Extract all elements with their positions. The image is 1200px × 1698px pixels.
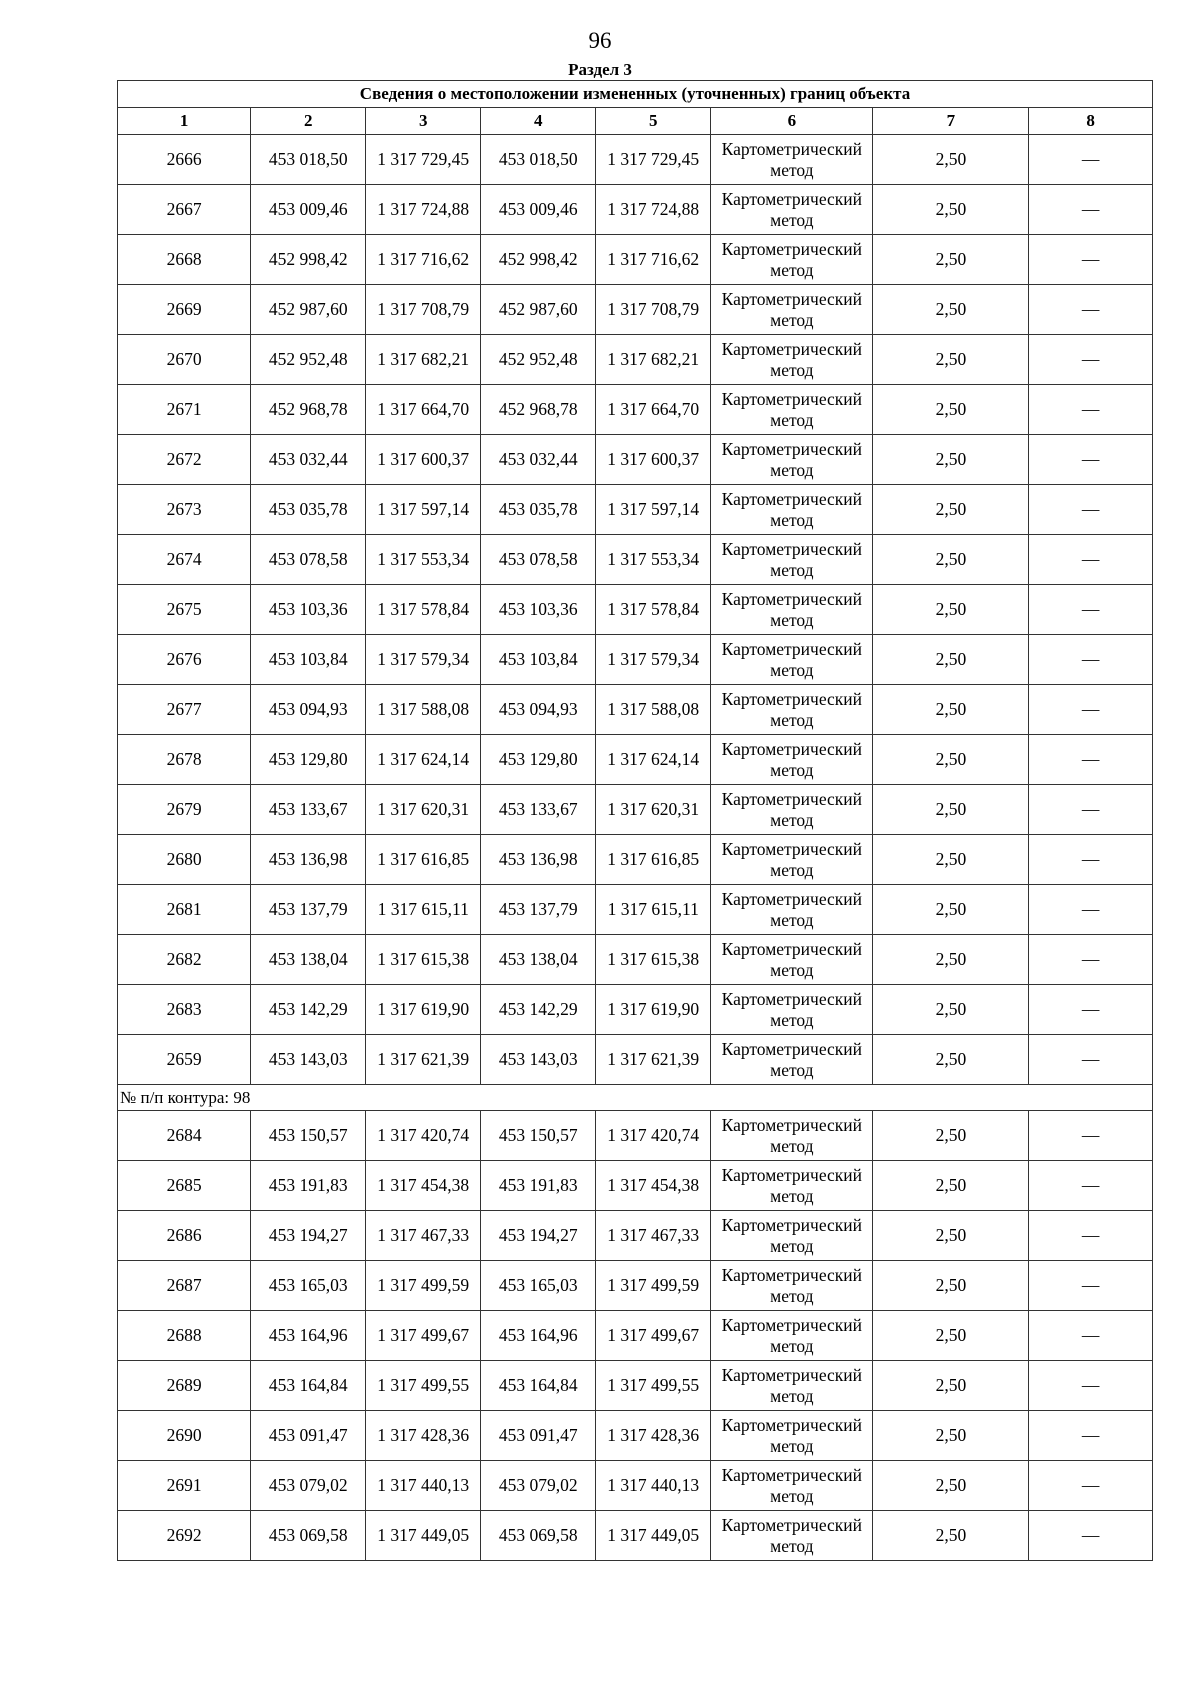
table-cell: 2670: [118, 335, 251, 385]
table-row: [118, 235, 1153, 285]
table-cell: 452 952,48: [481, 335, 596, 385]
table-cell: 1 317 420,74: [366, 1111, 481, 1161]
table-cell: 1 317 553,34: [596, 535, 711, 585]
table-row: [118, 535, 1153, 585]
table-cell: 453 094,93: [251, 685, 366, 735]
table-cell: Картометрический метод: [711, 535, 873, 585]
table-cell: 2675: [118, 585, 251, 635]
table-row: [118, 285, 1153, 335]
table-cell: 453 137,79: [251, 885, 366, 935]
table-cell: 2692: [118, 1511, 251, 1561]
table-cell: 2,50: [873, 835, 1029, 885]
table-cell: Картометрический метод: [711, 385, 873, 435]
table-cell: 2667: [118, 185, 251, 235]
table-cell: —: [1029, 635, 1153, 685]
table-cell: 1 317 664,70: [596, 385, 711, 435]
table-cell: 2,50: [873, 335, 1029, 385]
table-cell: —: [1029, 735, 1153, 785]
table-cell: 2682: [118, 935, 251, 985]
table-row: [118, 1311, 1153, 1361]
table-row: [118, 1361, 1153, 1411]
table-cell: 453 142,29: [481, 985, 596, 1035]
table-cell: —: [1029, 135, 1153, 185]
table-cell: 1 317 716,62: [596, 235, 711, 285]
table-cell: 453 194,27: [251, 1211, 366, 1261]
table-cell: 453 032,44: [481, 435, 596, 485]
table-cell: 2,50: [873, 1411, 1029, 1461]
table-cell: 2,50: [873, 585, 1029, 635]
table-cell: 1 317 454,38: [366, 1161, 481, 1211]
table-cell: 2671: [118, 385, 251, 435]
table-cell: 1 317 619,90: [366, 985, 481, 1035]
table-cell: 1 317 440,13: [366, 1461, 481, 1511]
table-cell: —: [1029, 685, 1153, 735]
contour-group-2: [118, 1111, 1153, 1561]
table-cell: 2,50: [873, 1111, 1029, 1161]
column-number: 2: [251, 108, 366, 135]
table-cell: 1 317 615,38: [596, 935, 711, 985]
table-cell: —: [1029, 485, 1153, 535]
table-cell: 453 129,80: [481, 735, 596, 785]
table-cell: 1 317 716,62: [366, 235, 481, 285]
table-cell: 1 317 420,74: [596, 1111, 711, 1161]
table-cell: Картометрический метод: [711, 1411, 873, 1461]
table-cell: 453 091,47: [251, 1411, 366, 1461]
table-cell: 1 317 682,21: [596, 335, 711, 385]
table-row: [118, 1035, 1153, 1085]
table-cell: 1 317 620,31: [366, 785, 481, 835]
table-cell: 453 164,84: [251, 1361, 366, 1411]
table-cell: 1 317 579,34: [596, 635, 711, 685]
table-cell: 453 136,98: [481, 835, 596, 885]
table-cell: Картометрический метод: [711, 1511, 873, 1561]
table-cell: 1 317 579,34: [366, 635, 481, 685]
column-number: 5: [596, 108, 711, 135]
table-cell: 1 317 428,36: [366, 1411, 481, 1461]
table-cell: 1 317 615,11: [366, 885, 481, 935]
table-cell: 1 317 616,85: [596, 835, 711, 885]
table-cell: —: [1029, 985, 1153, 1035]
table-cell: —: [1029, 1111, 1153, 1161]
table-cell: 453 164,84: [481, 1361, 596, 1411]
table-cell: —: [1029, 1211, 1153, 1261]
table-cell: 2,50: [873, 1161, 1029, 1211]
table-cell: 2669: [118, 285, 251, 335]
table-cell: 2684: [118, 1111, 251, 1161]
page-number: 96: [588, 28, 612, 53]
table-cell: 453 129,80: [251, 735, 366, 785]
table-cell: 1 317 440,13: [596, 1461, 711, 1511]
column-number: 6: [711, 108, 873, 135]
table-cell: 453 018,50: [481, 135, 596, 185]
table-cell: 1 317 499,67: [366, 1311, 481, 1361]
table-cell: 2687: [118, 1261, 251, 1311]
table-cell: 453 035,78: [481, 485, 596, 535]
table-cell: 453 103,36: [481, 585, 596, 635]
table-cell: Картометрический метод: [711, 185, 873, 235]
table-cell: 1 317 624,14: [596, 735, 711, 785]
table-cell: —: [1029, 1261, 1153, 1311]
table-cell: 2676: [118, 635, 251, 685]
table-cell: 1 317 454,38: [596, 1161, 711, 1211]
table-cell: 2689: [118, 1361, 251, 1411]
table-cell: 2668: [118, 235, 251, 285]
table-cell: 1 317 588,08: [596, 685, 711, 735]
table-row: [118, 1161, 1153, 1211]
table-cell: —: [1029, 185, 1153, 235]
table-cell: 1 317 449,05: [596, 1511, 711, 1561]
table-cell: —: [1029, 535, 1153, 585]
table-row: [118, 885, 1153, 935]
table-cell: 2674: [118, 535, 251, 585]
table-cell: 2,50: [873, 885, 1029, 935]
table-cell: 1 317 449,05: [366, 1511, 481, 1561]
table-cell: 2686: [118, 1211, 251, 1261]
table-row: [118, 735, 1153, 785]
table-cell: 453 035,78: [251, 485, 366, 535]
table-cell: Картометрический метод: [711, 585, 873, 635]
table-cell: 1 317 499,55: [366, 1361, 481, 1411]
table-cell: Картометрический метод: [711, 335, 873, 385]
table-cell: —: [1029, 885, 1153, 935]
table-cell: Картометрический метод: [711, 1161, 873, 1211]
table-row: [118, 685, 1153, 735]
table-cell: 453 138,04: [481, 935, 596, 985]
table-cell: 2679: [118, 785, 251, 835]
table-cell: 1 317 724,88: [366, 185, 481, 235]
table-cell: 2,50: [873, 185, 1029, 235]
table-cell: 2690: [118, 1411, 251, 1461]
table-cell: Картометрический метод: [711, 1461, 873, 1511]
table-cell: 1 317 708,79: [366, 285, 481, 335]
table-cell: 1 317 729,45: [366, 135, 481, 185]
table-cell: 1 317 621,39: [366, 1035, 481, 1085]
table-cell: 452 998,42: [481, 235, 596, 285]
table-cell: —: [1029, 435, 1153, 485]
table-cell: 453 009,46: [481, 185, 596, 235]
table-cell: 452 952,48: [251, 335, 366, 385]
contour-group-1: [118, 135, 1153, 1085]
table-cell: 453 136,98: [251, 835, 366, 885]
table-cell: Картометрический метод: [711, 135, 873, 185]
table-cell: 1 317 619,90: [596, 985, 711, 1035]
table-cell: 1 317 578,84: [596, 585, 711, 635]
table-cell: 1 317 729,45: [596, 135, 711, 185]
table-cell: 453 079,02: [251, 1461, 366, 1511]
table-cell: 453 194,27: [481, 1211, 596, 1261]
table-row: [118, 185, 1153, 235]
table-cell: 1 317 553,34: [366, 535, 481, 585]
table-row: [118, 385, 1153, 435]
table-cell: 453 191,83: [481, 1161, 596, 1211]
table-row: [118, 635, 1153, 685]
table-cell: 1 317 621,39: [596, 1035, 711, 1085]
table-cell: 453 165,03: [481, 1261, 596, 1311]
table-cell: 2680: [118, 835, 251, 885]
section-title: Раздел 3: [568, 60, 632, 79]
table-cell: 453 143,03: [251, 1035, 366, 1085]
table-cell: 1 317 615,38: [366, 935, 481, 985]
column-number: 4: [481, 108, 596, 135]
table-cell: 1 317 499,59: [366, 1261, 481, 1311]
table-cell: —: [1029, 1161, 1153, 1211]
table-cell: 2683: [118, 985, 251, 1035]
table-row: [118, 985, 1153, 1035]
table-cell: Картометрический метод: [711, 485, 873, 535]
table-cell: 453 078,58: [481, 535, 596, 585]
table-cell: 453 079,02: [481, 1461, 596, 1511]
table-cell: —: [1029, 1461, 1153, 1511]
table-cell: 2681: [118, 885, 251, 935]
table-cell: —: [1029, 1311, 1153, 1361]
table-cell: 453 103,36: [251, 585, 366, 635]
table-cell: 453 094,93: [481, 685, 596, 735]
table-row: [118, 785, 1153, 835]
contour-label-row: [118, 1085, 1153, 1111]
table-cell: 453 137,79: [481, 885, 596, 935]
table-cell: —: [1029, 1511, 1153, 1561]
table-cell: 452 968,78: [251, 385, 366, 435]
table-row: [118, 335, 1153, 385]
table-cell: 453 191,83: [251, 1161, 366, 1211]
table-cell: 452 998,42: [251, 235, 366, 285]
table-row: [118, 935, 1153, 985]
table-cell: Картометрический метод: [711, 685, 873, 735]
table-cell: 453 164,96: [481, 1311, 596, 1361]
table-cell: 453 150,57: [481, 1111, 596, 1161]
table-cell: 2659: [118, 1035, 251, 1085]
table-row: [118, 1261, 1153, 1311]
table-cell: 1 317 467,33: [366, 1211, 481, 1261]
table-cell: Картометрический метод: [711, 1211, 873, 1261]
table-cell: 2,50: [873, 985, 1029, 1035]
table-cell: 452 987,60: [481, 285, 596, 335]
table-cell: 452 968,78: [481, 385, 596, 435]
contour-label: № п/п контура: 98: [118, 1085, 1153, 1111]
table-cell: 1 317 499,55: [596, 1361, 711, 1411]
table-cell: 453 150,57: [251, 1111, 366, 1161]
table-row: [118, 1211, 1153, 1261]
column-number: 7: [873, 108, 1029, 135]
table-cell: —: [1029, 585, 1153, 635]
table-cell: 2678: [118, 735, 251, 785]
table-cell: 1 317 597,14: [366, 485, 481, 535]
table-cell: Картометрический метод: [711, 835, 873, 885]
table-cell: 2,50: [873, 135, 1029, 185]
table-cell: 1 317 616,85: [366, 835, 481, 885]
table-cell: 2,50: [873, 735, 1029, 785]
table-cell: 2,50: [873, 1211, 1029, 1261]
table-row: [118, 585, 1153, 635]
table-cell: 1 317 620,31: [596, 785, 711, 835]
table-cell: 1 317 428,36: [596, 1411, 711, 1461]
table-cell: 2,50: [873, 1511, 1029, 1561]
table-cell: 453 009,46: [251, 185, 366, 235]
table-cell: 2,50: [873, 635, 1029, 685]
table-cell: Картометрический метод: [711, 235, 873, 285]
table-row: [118, 435, 1153, 485]
table-cell: —: [1029, 935, 1153, 985]
table-cell: 1 317 499,67: [596, 1311, 711, 1361]
column-number: 1: [118, 108, 251, 135]
table-cell: —: [1029, 785, 1153, 835]
table-row: [118, 1461, 1153, 1511]
column-number: 8: [1029, 108, 1153, 135]
table-cell: —: [1029, 835, 1153, 885]
table-cell: 2,50: [873, 285, 1029, 335]
table-cell: 2685: [118, 1161, 251, 1211]
table-cell: 452 987,60: [251, 285, 366, 335]
table-cell: 453 138,04: [251, 935, 366, 985]
table-cell: 2,50: [873, 1261, 1029, 1311]
table-row: [118, 1511, 1153, 1561]
column-number: 3: [366, 108, 481, 135]
table-cell: 2677: [118, 685, 251, 735]
table-cell: 453 164,96: [251, 1311, 366, 1361]
table-cell: 1 317 499,59: [596, 1261, 711, 1311]
table-cell: 2688: [118, 1311, 251, 1361]
table-cell: 453 143,03: [481, 1035, 596, 1085]
table-cell: 1 317 708,79: [596, 285, 711, 335]
table-cell: 453 078,58: [251, 535, 366, 585]
table-cell: Картометрический метод: [711, 735, 873, 785]
table-cell: —: [1029, 1361, 1153, 1411]
table-cell: Картометрический метод: [711, 1361, 873, 1411]
table-row: [118, 1111, 1153, 1161]
table-cell: —: [1029, 235, 1153, 285]
table-cell: Картометрический метод: [711, 635, 873, 685]
table-cell: 453 069,58: [251, 1511, 366, 1561]
table-cell: 2,50: [873, 1361, 1029, 1411]
table-cell: 1 317 467,33: [596, 1211, 711, 1261]
table-cell: 2,50: [873, 435, 1029, 485]
table-cell: 2,50: [873, 1461, 1029, 1511]
table-cell: Картометрический метод: [711, 1261, 873, 1311]
table-row: [118, 485, 1153, 535]
table-cell: 2673: [118, 485, 251, 535]
table-cell: 453 018,50: [251, 135, 366, 185]
table-cell: —: [1029, 1035, 1153, 1085]
table-cell: 1 317 724,88: [596, 185, 711, 235]
table-cell: Картометрический метод: [711, 885, 873, 935]
table-cell: Картометрический метод: [711, 1035, 873, 1085]
table-cell: Картометрический метод: [711, 435, 873, 485]
table-cell: 1 317 588,08: [366, 685, 481, 735]
boundary-coordinates-table: [117, 80, 1153, 1561]
table-cell: 2,50: [873, 1035, 1029, 1085]
table-cell: Картометрический метод: [711, 285, 873, 335]
table-cell: 453 103,84: [251, 635, 366, 685]
table-cell: 2,50: [873, 1311, 1029, 1361]
table-cell: 453 133,67: [481, 785, 596, 835]
table-cell: 453 103,84: [481, 635, 596, 685]
table-caption: Сведения о местоположении измененных (уточненных) границ объекта: [118, 81, 1153, 108]
table-cell: 2,50: [873, 385, 1029, 435]
table-cell: —: [1029, 1411, 1153, 1461]
table-cell: —: [1029, 335, 1153, 385]
table-cell: Картометрический метод: [711, 1311, 873, 1361]
table-cell: 2,50: [873, 935, 1029, 985]
table-cell: 453 091,47: [481, 1411, 596, 1461]
table-cell: 2691: [118, 1461, 251, 1511]
table-cell: —: [1029, 385, 1153, 435]
table-cell: 1 317 578,84: [366, 585, 481, 635]
table-cell: 2,50: [873, 485, 1029, 535]
table-row: [118, 1411, 1153, 1461]
table-cell: 1 317 615,11: [596, 885, 711, 935]
table-cell: Картометрический метод: [711, 985, 873, 1035]
table-cell: 1 317 600,37: [366, 435, 481, 485]
table-cell: 2666: [118, 135, 251, 185]
table-cell: 1 317 597,14: [596, 485, 711, 535]
table-cell: 2,50: [873, 235, 1029, 285]
table-cell: Картометрический метод: [711, 785, 873, 835]
table-cell: 2672: [118, 435, 251, 485]
table-cell: 453 133,67: [251, 785, 366, 835]
table-cell: Картометрический метод: [711, 935, 873, 985]
table-cell: 2,50: [873, 785, 1029, 835]
table-row: [118, 135, 1153, 185]
table-cell: —: [1029, 285, 1153, 335]
table-cell: 1 317 624,14: [366, 735, 481, 785]
table-cell: 453 165,03: [251, 1261, 366, 1311]
table-cell: Картометрический метод: [711, 1111, 873, 1161]
table-cell: 1 317 682,21: [366, 335, 481, 385]
column-number-row: [118, 108, 1153, 135]
table-row: [118, 835, 1153, 885]
table-cell: 2,50: [873, 535, 1029, 585]
table-cell: 453 032,44: [251, 435, 366, 485]
table-cell: 1 317 664,70: [366, 385, 481, 435]
table-cell: 453 142,29: [251, 985, 366, 1035]
table-cell: 2,50: [873, 685, 1029, 735]
table-cell: 1 317 600,37: [596, 435, 711, 485]
table-cell: 453 069,58: [481, 1511, 596, 1561]
